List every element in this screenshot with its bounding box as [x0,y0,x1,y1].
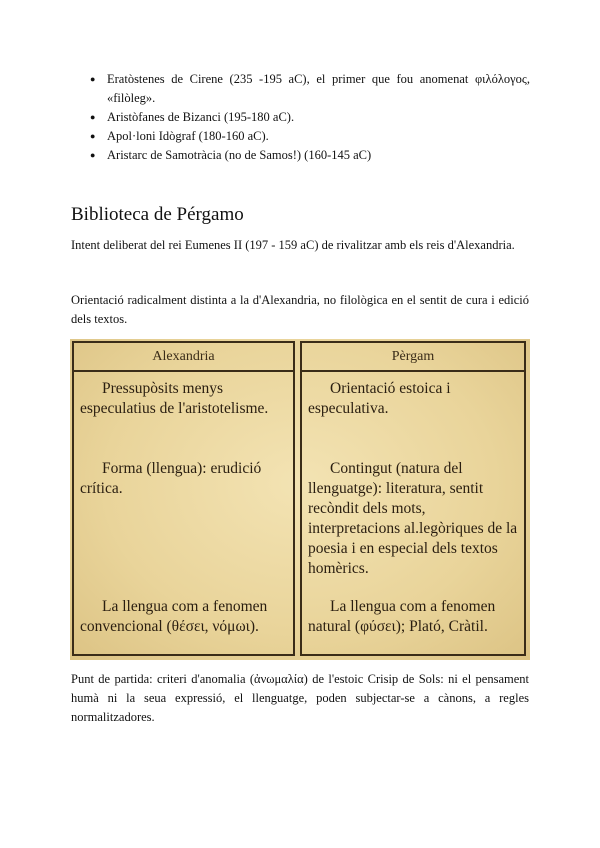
list-item: ● Aristòfanes de Bizanci (195-180 aC). [90,108,530,127]
closing-paragraph: Punt de partida: criteri d'anomalia (ἀνωμαλία) de l'estoic Crisip de Sols: ni el pensament humà ni la seua expressió, el llenguatge, poden subjectar-se a cànons, a regles normalitzadores. [71,672,529,724]
alexandria-header: Alexandria [74,343,293,372]
section-title: Biblioteca de Pérgamo [71,204,244,225]
alexandria-cell: Forma (llengua): erudició crítica. [80,460,262,497]
pergam-cell: Contingut (natura del llenguatge): literatura, sentit recòndit dels mots, interpretacions al.legòriques de la poesia i en especial dels textos homèrics. [308,460,518,577]
orientation-paragraph: Orientació radicalment distinta a la d'Alexandria, no filològica en el sentit de cura i edició dels textos. [71,293,529,326]
pergam-cell: La llengua com a fenomen natural (φύσει); Plató, Cràtil. [308,598,496,635]
list-item: ● Eratòstenes de Cirene (235 -195 aC), el primer que fou anomenat φιλόλογος, «filòleg». [90,70,530,108]
alexandria-column [72,341,295,656]
scholars-list [90,70,530,165]
alexandria-cell: Pressupòsits menys especulatius de l'aristotelisme. [80,380,269,417]
comparison-image [70,339,530,660]
list-item: ● Aristarc de Samotràcia (no de Samos!) (160-145 aC) [90,146,530,165]
list-item: ● Apol·loni Idògraf (180-160 aC). [90,127,530,146]
intro-paragraph: Intent deliberat del rei Eumenes II (197 - 159 aC) de rivalitzar amb els reis d'Alexandria. [71,238,515,252]
pergam-header: Pèrgam [302,343,524,372]
alexandria-cell: La llengua com a fenomen convencional (θέσει, νόμωι). [80,598,268,635]
pergam-column [300,341,526,656]
pergam-cell: Orientació estoica i especulativa. [308,380,451,417]
